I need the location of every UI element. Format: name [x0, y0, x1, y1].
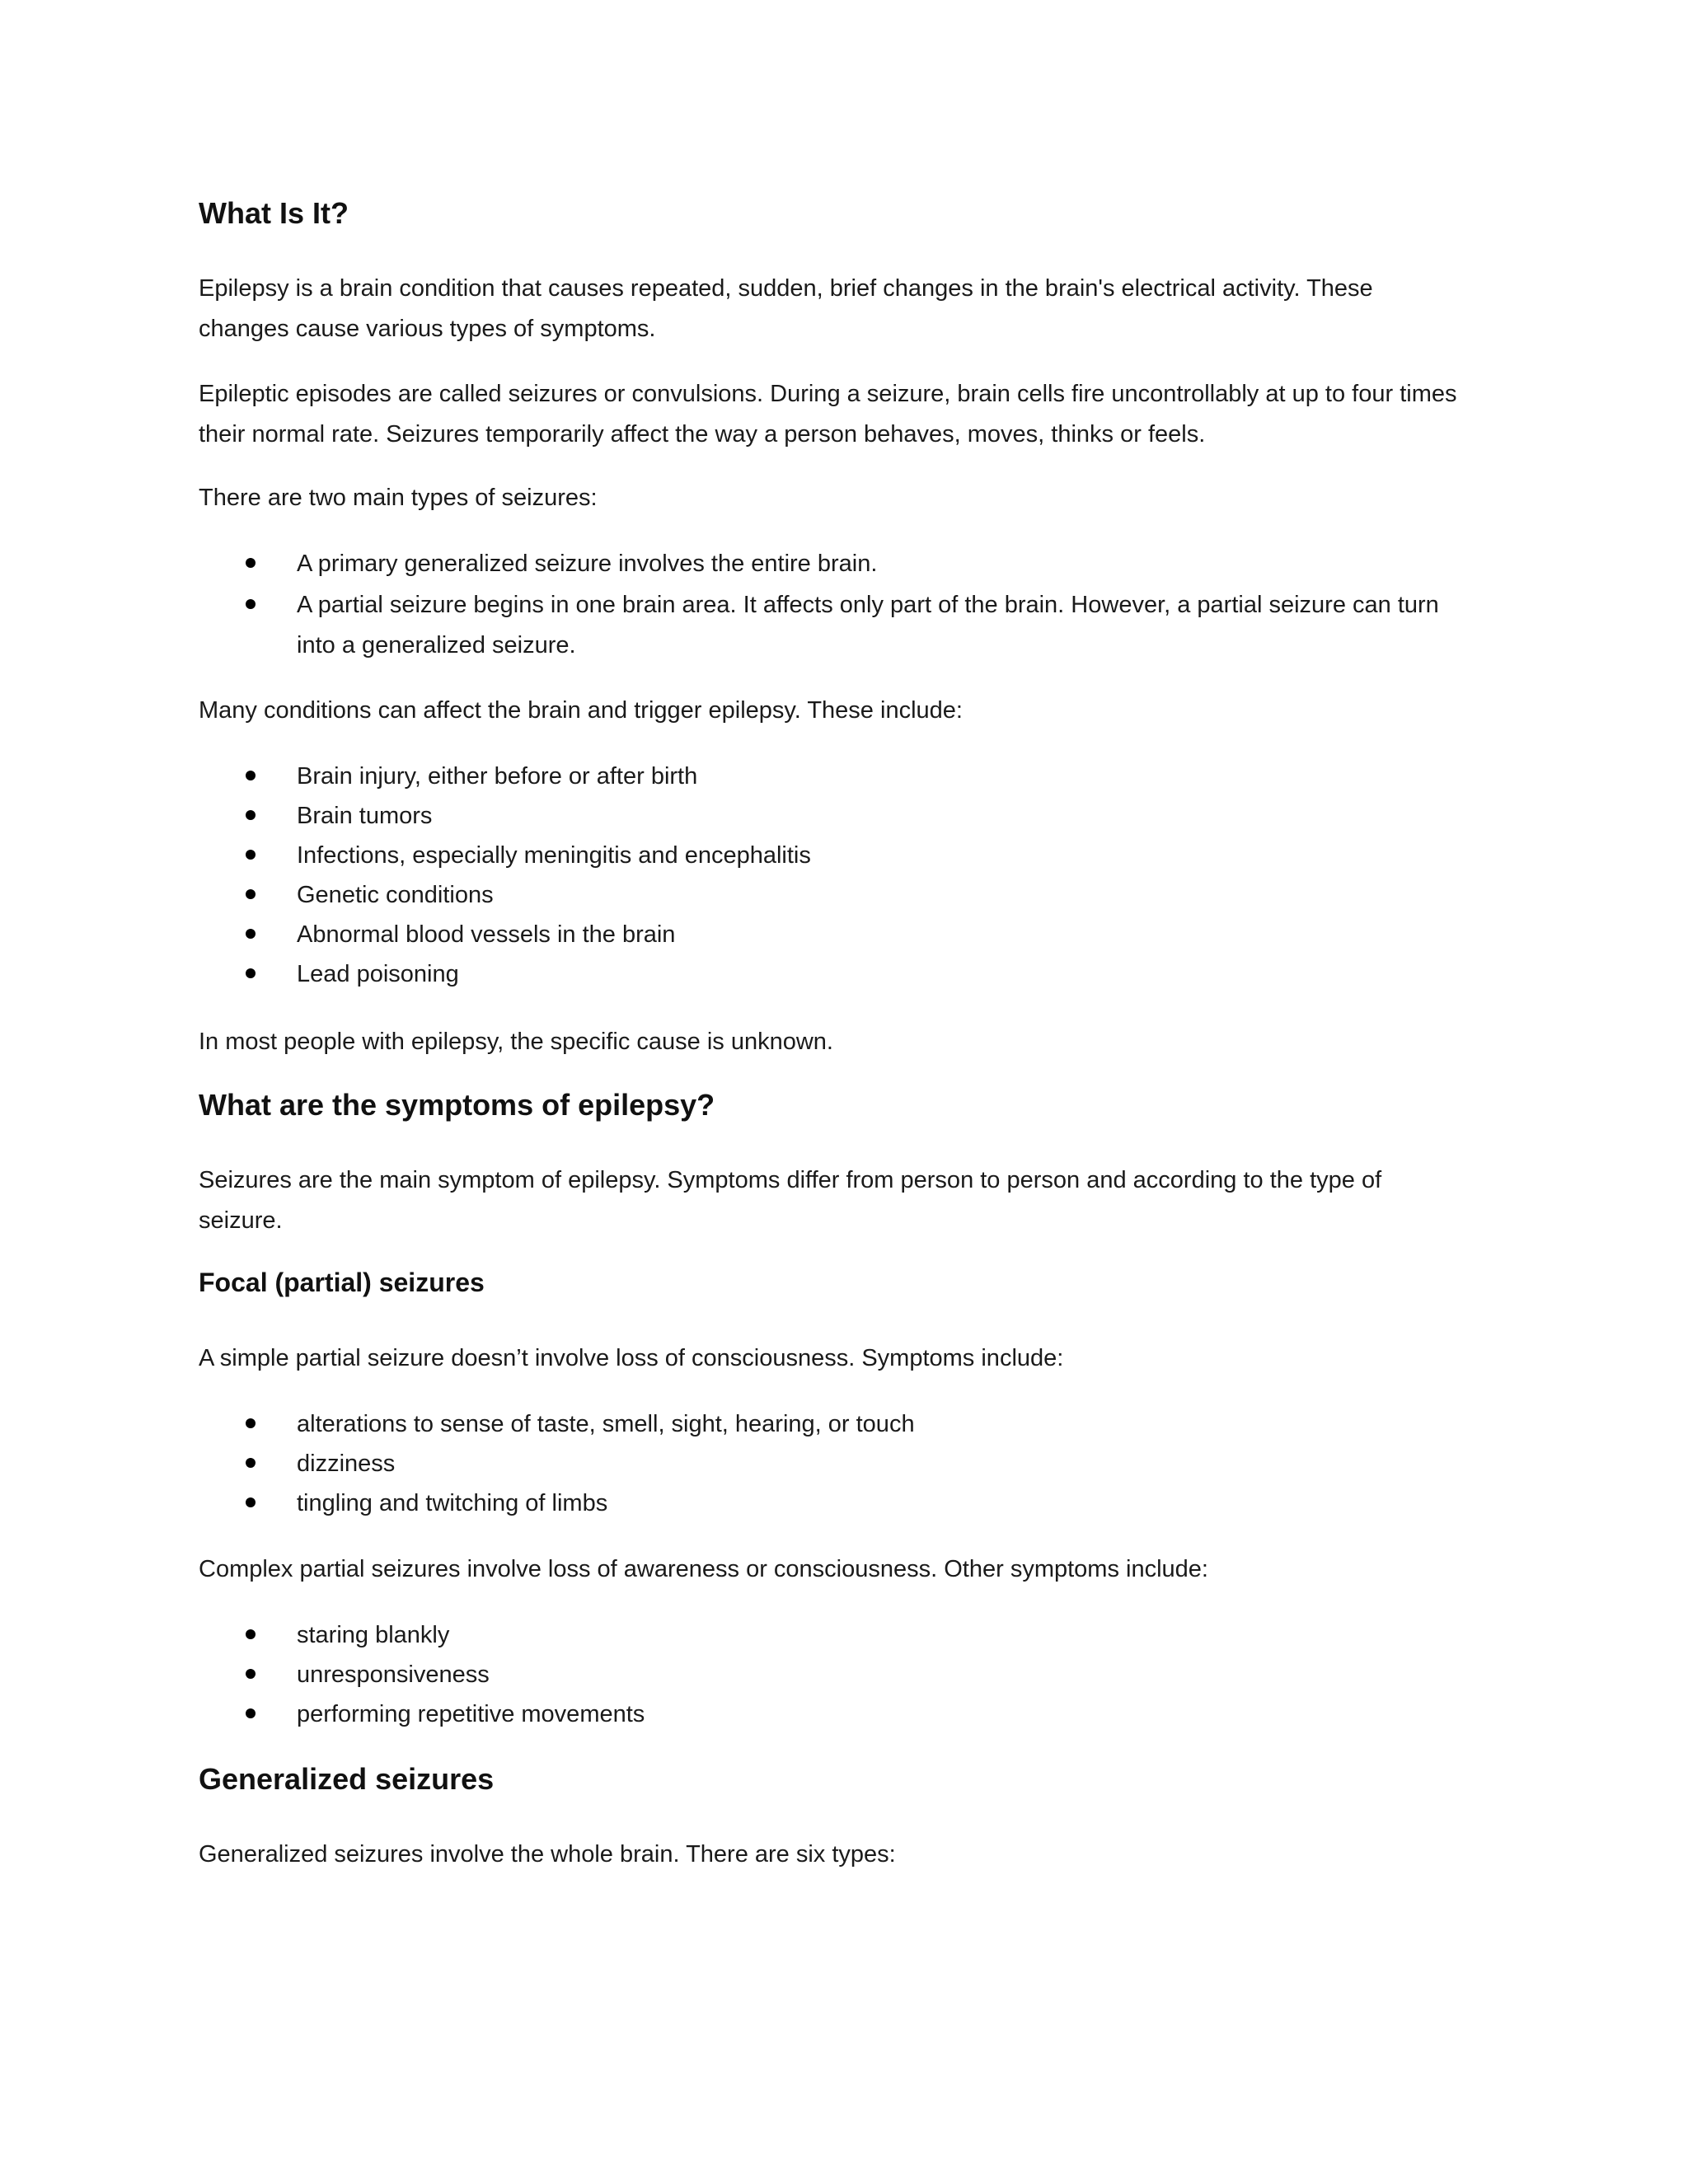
paragraph-simple-partial: A simple partial seizure doesn’t involve loss of consciousness. Symptoms include: — [199, 1345, 1064, 1371]
bullet-icon — [246, 1458, 256, 1468]
list-item-text: Lead poisoning — [297, 961, 459, 987]
paragraph-cause-unknown: In most people with epilepsy, the specific cause is unknown. — [199, 1029, 833, 1055]
bullet-icon — [246, 1497, 256, 1507]
list-item-text: staring blankly — [297, 1622, 450, 1648]
list-item-text: Brain tumors — [297, 803, 433, 829]
list-item-text: performing repetitive movements — [297, 1701, 645, 1727]
list-item-text: Abnormal blood vessels in the brain — [297, 921, 676, 948]
list-item-text: Genetic conditions — [297, 882, 494, 908]
bullet-icon — [246, 810, 256, 820]
paragraph-seizure-types-intro: There are two main types of seizures: — [199, 485, 598, 511]
list-item-text: dizziness — [297, 1451, 396, 1477]
bullet-icon — [246, 1629, 256, 1639]
paragraph-epilepsy-definition: Epilepsy is a brain condition that causes repeated, sudden, brief changes in the brain's electrical activity. These changes cause various types of symptoms. — [199, 275, 1373, 342]
paragraph-causes-intro: Many conditions can affect the brain and trigger epilepsy. These include: — [199, 697, 963, 724]
bullet-icon — [246, 1708, 256, 1718]
bullet-icon — [246, 889, 256, 899]
paragraph-generalized: Generalized seizures involve the whole brain. There are six types: — [199, 1841, 896, 1868]
bullet-icon — [246, 850, 256, 860]
list-item-text: Infections, especially meningitis and encephalitis — [297, 842, 811, 869]
heading-symptoms: What are the symptoms of epilepsy? — [199, 1088, 715, 1122]
bullet-icon — [246, 599, 256, 609]
list-item-text: tingling and twitching of limbs — [297, 1490, 608, 1516]
list-item-text: Brain injury, either before or after birth — [297, 763, 698, 790]
list-item-text: unresponsiveness — [297, 1661, 490, 1688]
bullet-icon — [246, 771, 256, 780]
heading-generalized-seizures: Generalized seizures — [199, 1762, 495, 1796]
heading-what-is-it: What Is It? — [199, 196, 349, 230]
bullet-icon — [246, 1418, 256, 1428]
heading-focal-seizures: Focal (partial) seizures — [199, 1268, 485, 1297]
bullet-icon — [246, 968, 256, 978]
list-item-text: A primary generalized seizure involves the entire brain. — [297, 551, 878, 577]
bullet-icon — [246, 929, 256, 939]
paragraph-epileptic-episodes: Epileptic episodes are called seizures or convulsions. During a seizure, brain cells fire uncontrollably at up to four times their normal rate. Seizures temporarily affect the way a person behaves, moves, thinks or feels. — [199, 381, 1457, 448]
paragraph-symptoms: Seizures are the main symptom of epilepsy. Symptoms differ from person to person and according to the type of seizure. — [199, 1167, 1382, 1234]
bullet-icon — [246, 1669, 256, 1679]
paragraph-complex-partial: Complex partial seizures involve loss of awareness or consciousness. Other symptoms include: — [199, 1556, 1208, 1582]
list-item-text: alterations to sense of taste, smell, sight, hearing, or touch — [297, 1411, 915, 1437]
list-item-text: A partial seizure begins in one brain area. It affects only part of the brain. However, a partial seizure can turn into a generalized seizure. — [297, 592, 1439, 658]
bullet-icon — [246, 558, 256, 568]
